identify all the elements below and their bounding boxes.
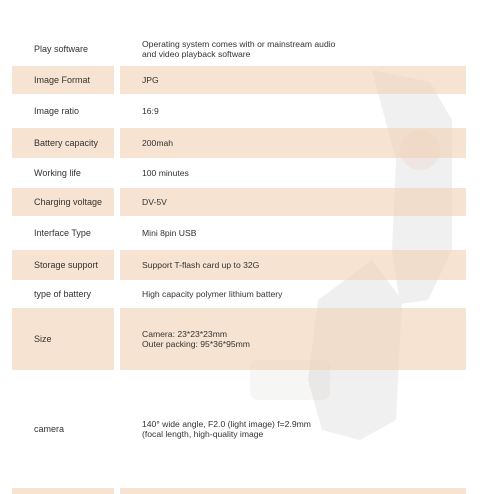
spec-label: Battery capacity — [34, 137, 99, 148]
spec-row-battery-capacity — [12, 128, 466, 158]
spec-value — [114, 197, 466, 207]
spec-value-line: Outer packing: 95*36*95mm — [142, 339, 250, 349]
spec-value-line: High capacity polymer lithium battery — [142, 289, 283, 299]
spec-table — [12, 32, 466, 494]
spec-row-size — [12, 308, 466, 370]
spec-value — [114, 168, 466, 178]
spec-value-line: Support T-flash card up to 32G — [142, 260, 260, 270]
spec-value-line: Camera: 23*23*23mm — [142, 329, 228, 339]
spec-row-camera — [12, 370, 466, 488]
spec-value — [114, 329, 466, 349]
spec-value-line: DV-5V — [142, 197, 167, 207]
spec-row-partial — [12, 488, 466, 494]
spec-value-line: 200mah — [142, 138, 174, 148]
spec-value — [114, 138, 466, 148]
spec-label: Image ratio — [34, 105, 80, 116]
spec-label: Image Format — [34, 74, 91, 85]
spec-value-line: 100 minutes — [142, 168, 189, 178]
spec-value — [114, 75, 466, 85]
spec-value — [114, 228, 466, 238]
spec-value-line: (focal length, high-quality image — [142, 429, 264, 439]
spec-value — [114, 419, 466, 439]
spec-row-interface-type — [12, 216, 466, 250]
spec-row-storage-support — [12, 250, 466, 280]
spec-value-line: 140° wide angle, F2.0 (light image) f=2.9mm — [142, 419, 311, 429]
spec-row-play-software — [12, 32, 466, 66]
spec-value-line: Mini 8pin USB — [142, 228, 197, 238]
spec-row-charging-voltage — [12, 188, 466, 216]
spec-label: Charging voltage — [34, 196, 103, 207]
spec-label: type of battery — [34, 288, 92, 299]
spec-row-image-ratio — [12, 94, 466, 128]
spec-value-line: 16:9 — [142, 106, 159, 116]
spec-row-image-format — [12, 66, 466, 94]
spec-label: Storage support — [34, 259, 99, 270]
spec-row-working-life — [12, 158, 466, 188]
spec-label: Working life — [34, 167, 81, 178]
spec-label: Size — [34, 333, 52, 344]
spec-row-type-of-battery — [12, 280, 466, 308]
spec-value — [114, 289, 466, 299]
spec-value-line: Operating system comes with or mainstream audio — [142, 39, 336, 49]
spec-value-line: JPG — [142, 75, 159, 85]
spec-label: Play software — [34, 43, 89, 54]
spec-label: camera — [34, 423, 65, 434]
spec-value — [114, 106, 466, 116]
spec-value — [114, 260, 466, 270]
spec-value — [114, 39, 466, 59]
spec-label: Interface Type — [34, 227, 91, 238]
spec-value-line: and video playback software — [142, 49, 251, 59]
